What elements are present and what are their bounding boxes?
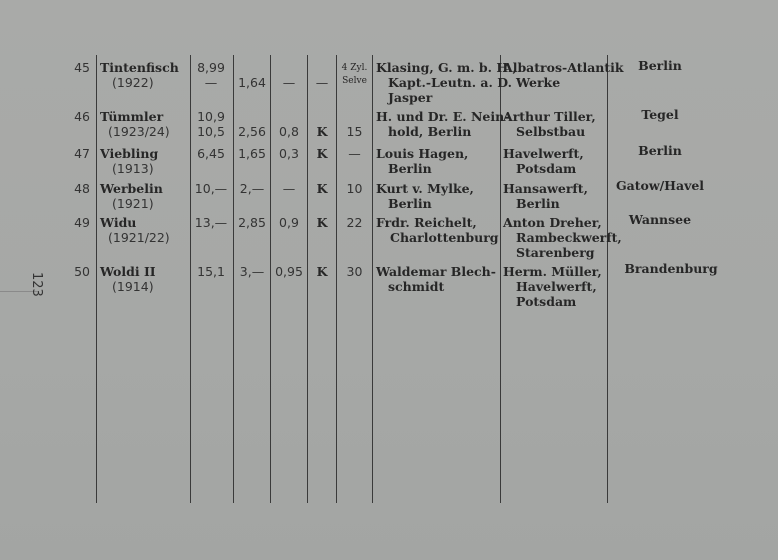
length: 6,45 <box>197 146 225 161</box>
shipyard: Selbstbau <box>516 124 586 139</box>
shipyard: Havelwerft, <box>503 146 584 161</box>
beam: 2,— <box>239 181 265 196</box>
owner: Kurt v. Mylke, <box>376 181 474 196</box>
keel-type: K <box>316 124 328 139</box>
draft: 0,8 <box>279 124 299 139</box>
home-port: Tegel <box>641 107 679 122</box>
boat-name: Viebling <box>100 146 159 161</box>
shipyard: Arthur Tiller, <box>503 109 596 124</box>
owner: Louis Hagen, <box>376 146 469 161</box>
owner: schmidt <box>388 279 445 294</box>
column-rule <box>336 55 337 503</box>
home-port: Wannsee <box>628 212 692 227</box>
column-rule <box>307 55 308 503</box>
shipyard: Herm. Müller, <box>503 264 602 279</box>
engine: 4 Zyl. <box>341 63 368 73</box>
row-number: 49 <box>74 215 90 230</box>
shipyard: Berlin <box>516 196 560 211</box>
beam: 3,— <box>239 264 265 279</box>
column-rule <box>96 55 97 503</box>
row-number: 45 <box>74 60 90 75</box>
boat-year: (1923/24) <box>108 124 170 139</box>
shipyard: Anton Dreher, <box>503 215 602 230</box>
engine: 22 <box>346 215 363 230</box>
engine: — <box>348 146 361 161</box>
length: 13,— <box>194 215 228 230</box>
row-number: 46 <box>74 109 90 124</box>
keel-type: — <box>315 75 329 90</box>
shipyard: Hansawerft, <box>503 181 588 196</box>
column-rule <box>607 55 608 503</box>
draft: 0,9 <box>279 215 299 230</box>
row-number: 47 <box>74 146 90 161</box>
owner: Klasing, G. m. b. H., <box>376 60 517 75</box>
boat-name: Widu <box>100 215 137 230</box>
home-port: Gatow/Havel <box>615 178 705 193</box>
row-number: 50 <box>74 264 90 279</box>
shipyard: Werke <box>516 75 561 90</box>
shipyard: Havelwerft, <box>516 279 597 294</box>
draft: 0,3 <box>279 146 299 161</box>
length: 15,1 <box>197 264 225 279</box>
beam: 2,56 <box>238 124 266 139</box>
owner: Kapt.-Leutn. a. D. <box>388 75 512 90</box>
boat-year: (1921) <box>112 196 154 211</box>
home-port: Brandenburg <box>624 261 718 276</box>
engine: 10 <box>346 181 363 196</box>
boat-year: (1922) <box>112 75 154 90</box>
boat-year: (1921/22) <box>108 230 170 245</box>
engine: 15 <box>346 124 363 139</box>
keel-type: K <box>316 181 328 196</box>
boat-name: Tintenfisch <box>100 60 179 75</box>
owner: Frdr. Reichelt, <box>376 215 477 230</box>
shipyard: Potsdam <box>516 294 577 309</box>
draft: — <box>282 181 296 196</box>
column-rule <box>270 55 271 503</box>
shipyard: Albatros-Atlantik <box>503 60 624 75</box>
boat-name: Werbelin <box>100 181 163 196</box>
shipyard: Starenberg <box>516 245 595 260</box>
length: 8,99 <box>197 60 225 75</box>
draft: — <box>282 75 296 90</box>
boat-year: (1914) <box>112 279 154 294</box>
shipyard: Rambeckwerft, <box>516 230 622 245</box>
home-port: Berlin <box>638 58 682 73</box>
engine: 30 <box>346 264 363 279</box>
column-rule <box>372 55 373 503</box>
owner: Waldemar Blech- <box>376 264 496 279</box>
column-rule <box>190 55 191 503</box>
row-number: 48 <box>74 181 90 196</box>
draft: 0,95 <box>275 264 303 279</box>
length-alt: — <box>204 75 218 90</box>
length-alt: 10,5 <box>197 124 225 139</box>
owner: Berlin <box>388 196 432 211</box>
boat-name: Woldi II <box>100 264 156 279</box>
owner: Berlin <box>388 161 432 176</box>
owner: Charlottenburg <box>390 230 499 245</box>
length: 10,9 <box>197 109 225 124</box>
keel-type: K <box>316 215 328 230</box>
boat-year: (1913) <box>112 161 154 176</box>
beam: 2,85 <box>238 215 266 230</box>
engine-make: Selve <box>342 76 367 86</box>
length: 10,— <box>194 181 228 196</box>
boat-name: Tümmler <box>100 109 164 124</box>
shipyard: Potsdam <box>516 161 577 176</box>
beam: 1,65 <box>238 146 266 161</box>
column-rule <box>233 55 234 503</box>
page-number: 123 <box>29 272 44 297</box>
keel-type: K <box>316 264 328 279</box>
owner: hold, Berlin <box>388 124 472 139</box>
keel-type: K <box>316 146 328 161</box>
home-port: Berlin <box>638 143 682 158</box>
beam: 1,64 <box>238 75 266 90</box>
owner: H. und Dr. E. Nein- <box>376 109 510 124</box>
owner: Jasper <box>388 90 433 105</box>
